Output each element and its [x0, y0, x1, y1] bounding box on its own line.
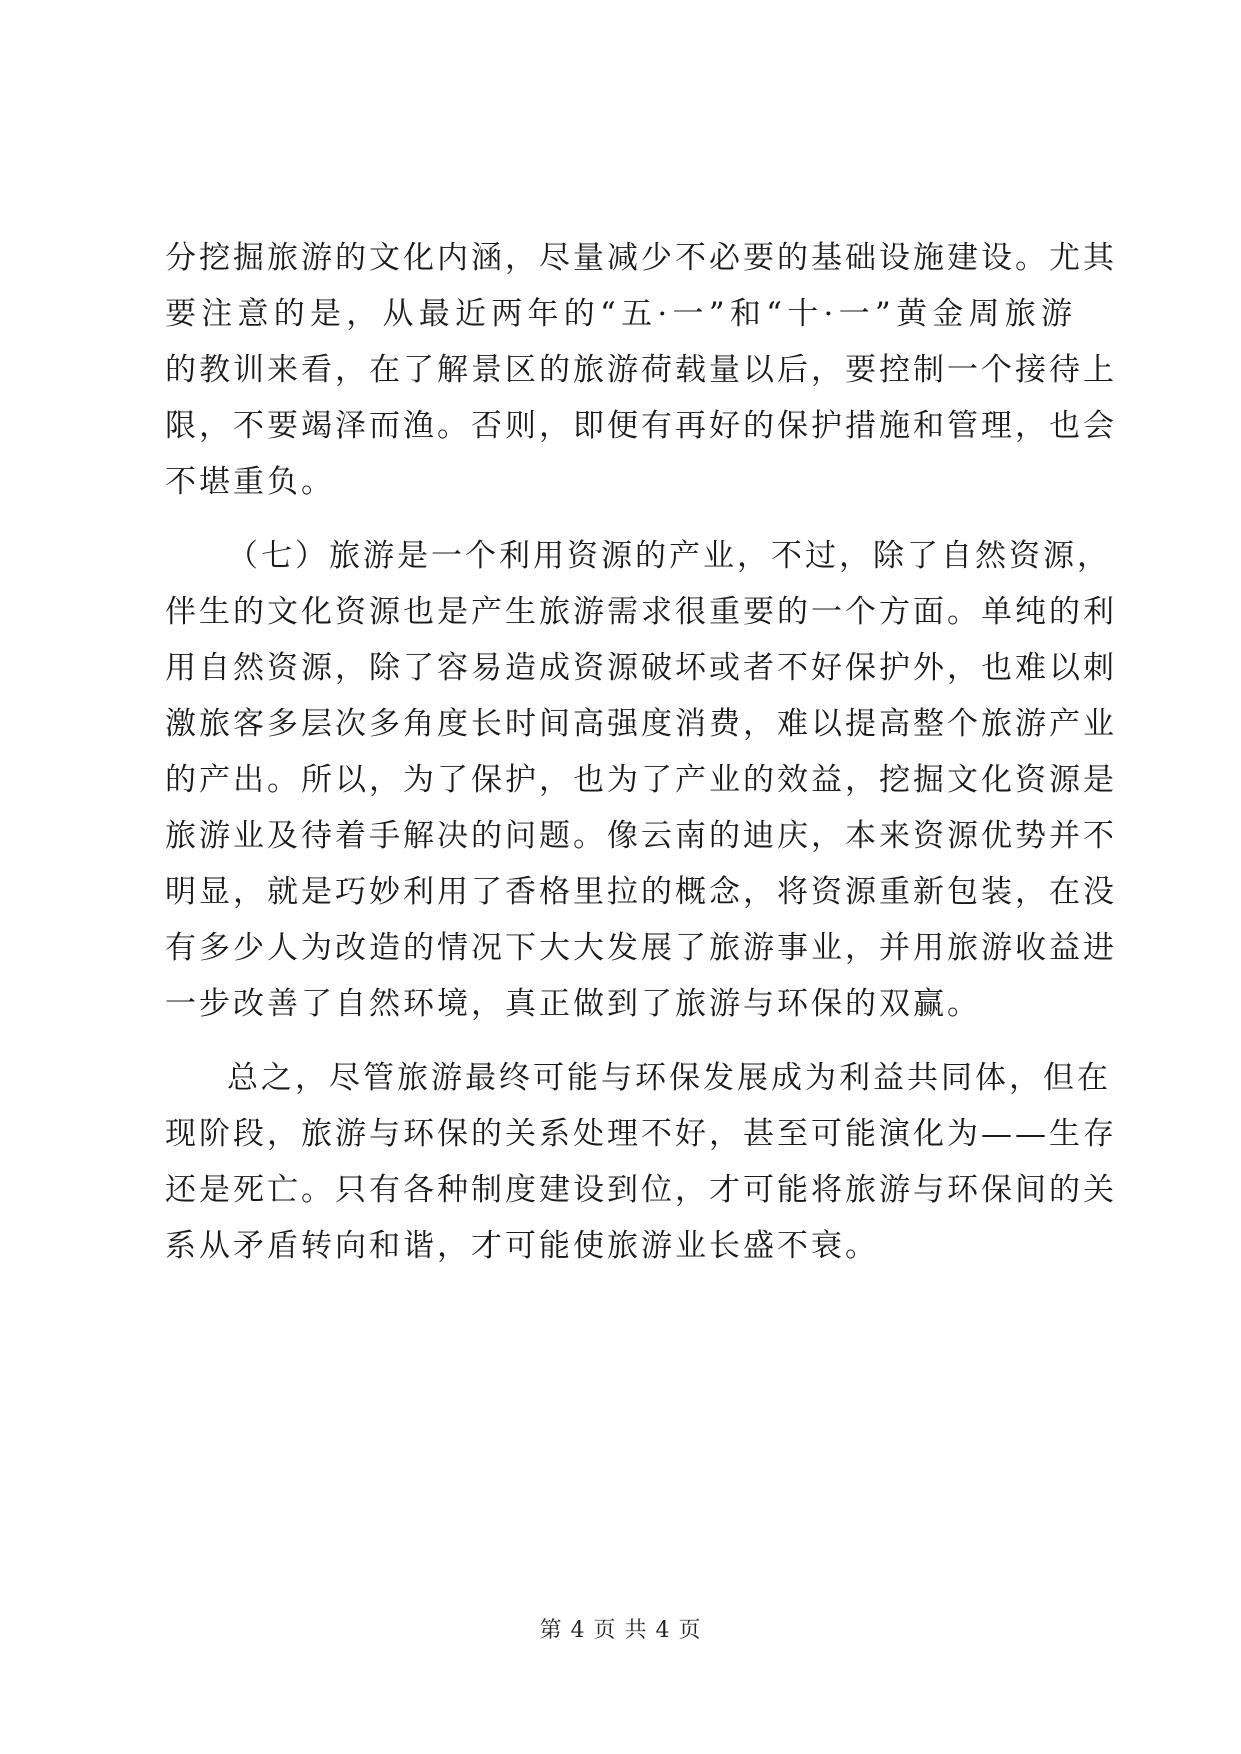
paragraph-line: 还是死亡。只有各种制度建设到位，才可能将旅游与环保间的关: [165, 1172, 1117, 1208]
paragraph-line: 现阶段，旅游与环保的关系处理不好，甚至可能演化为——生存: [165, 1116, 1117, 1152]
paragraph-1: [165, 230, 1117, 510]
paragraph-line: 总之，尽管旅游最终可能与环保发展成为利益共同体，但在: [227, 1060, 1111, 1096]
paragraph-line: 伴生的文化资源也是产生旅游需求很重要的一个方面。单纯的利: [165, 594, 1117, 630]
paragraph-line: 一步改善了自然环境，真正做到了旅游与环保的双赢。: [165, 986, 981, 1022]
paragraph-line: 旅游业及待着手解决的问题。像云南的迪庆，本来资源优势并不: [165, 818, 1117, 854]
paragraph-line: 的教训来看，在了解景区的旅游荷载量以后，要控制一个接待上: [165, 352, 1117, 388]
paragraph-line: 用自然资源，除了容易造成资源破坏或者不好保护外，也难以刺: [165, 650, 1117, 686]
paragraph-line: 的产出。所以，为了保护，也为了产业的效益，挖掘文化资源是: [165, 762, 1117, 798]
paragraph-line: 分挖掘旅游的文化内涵，尽量减少不必要的基础设施建设。尤其: [165, 240, 1117, 276]
paragraph-line: 有多少人为改造的情况下大大发展了旅游事业，并用旅游收益进: [165, 930, 1117, 966]
paragraph-3: [165, 1050, 1117, 1274]
page-number-footer: 第 4 页 共 4 页: [539, 1618, 702, 1643]
document-body: [165, 230, 1117, 1274]
paragraph-line: 不堪重负。: [165, 464, 335, 500]
paragraph-line: 系从矛盾转向和谐，才可能使旅游业长盛不衰。: [165, 1228, 879, 1264]
paragraph-line: （七）旅游是一个利用资源的产业，不过，除了自然资源，: [227, 538, 1111, 574]
paragraph-2: [165, 528, 1117, 1032]
paragraph-line: 激旅客多层次多角度长时间高强度消费，难以提高整个旅游产业: [165, 706, 1117, 742]
paragraph-line: 要注意的是，从最近两年的“五·一”和“十·一”黄金周旅游: [165, 296, 1075, 332]
paragraph-line: 明显，就是巧妙利用了香格里拉的概念，将资源重新包装，在没: [165, 874, 1117, 910]
paragraph-line: 限，不要竭泽而渔。否则，即便有再好的保护措施和管理，也会: [165, 408, 1117, 444]
